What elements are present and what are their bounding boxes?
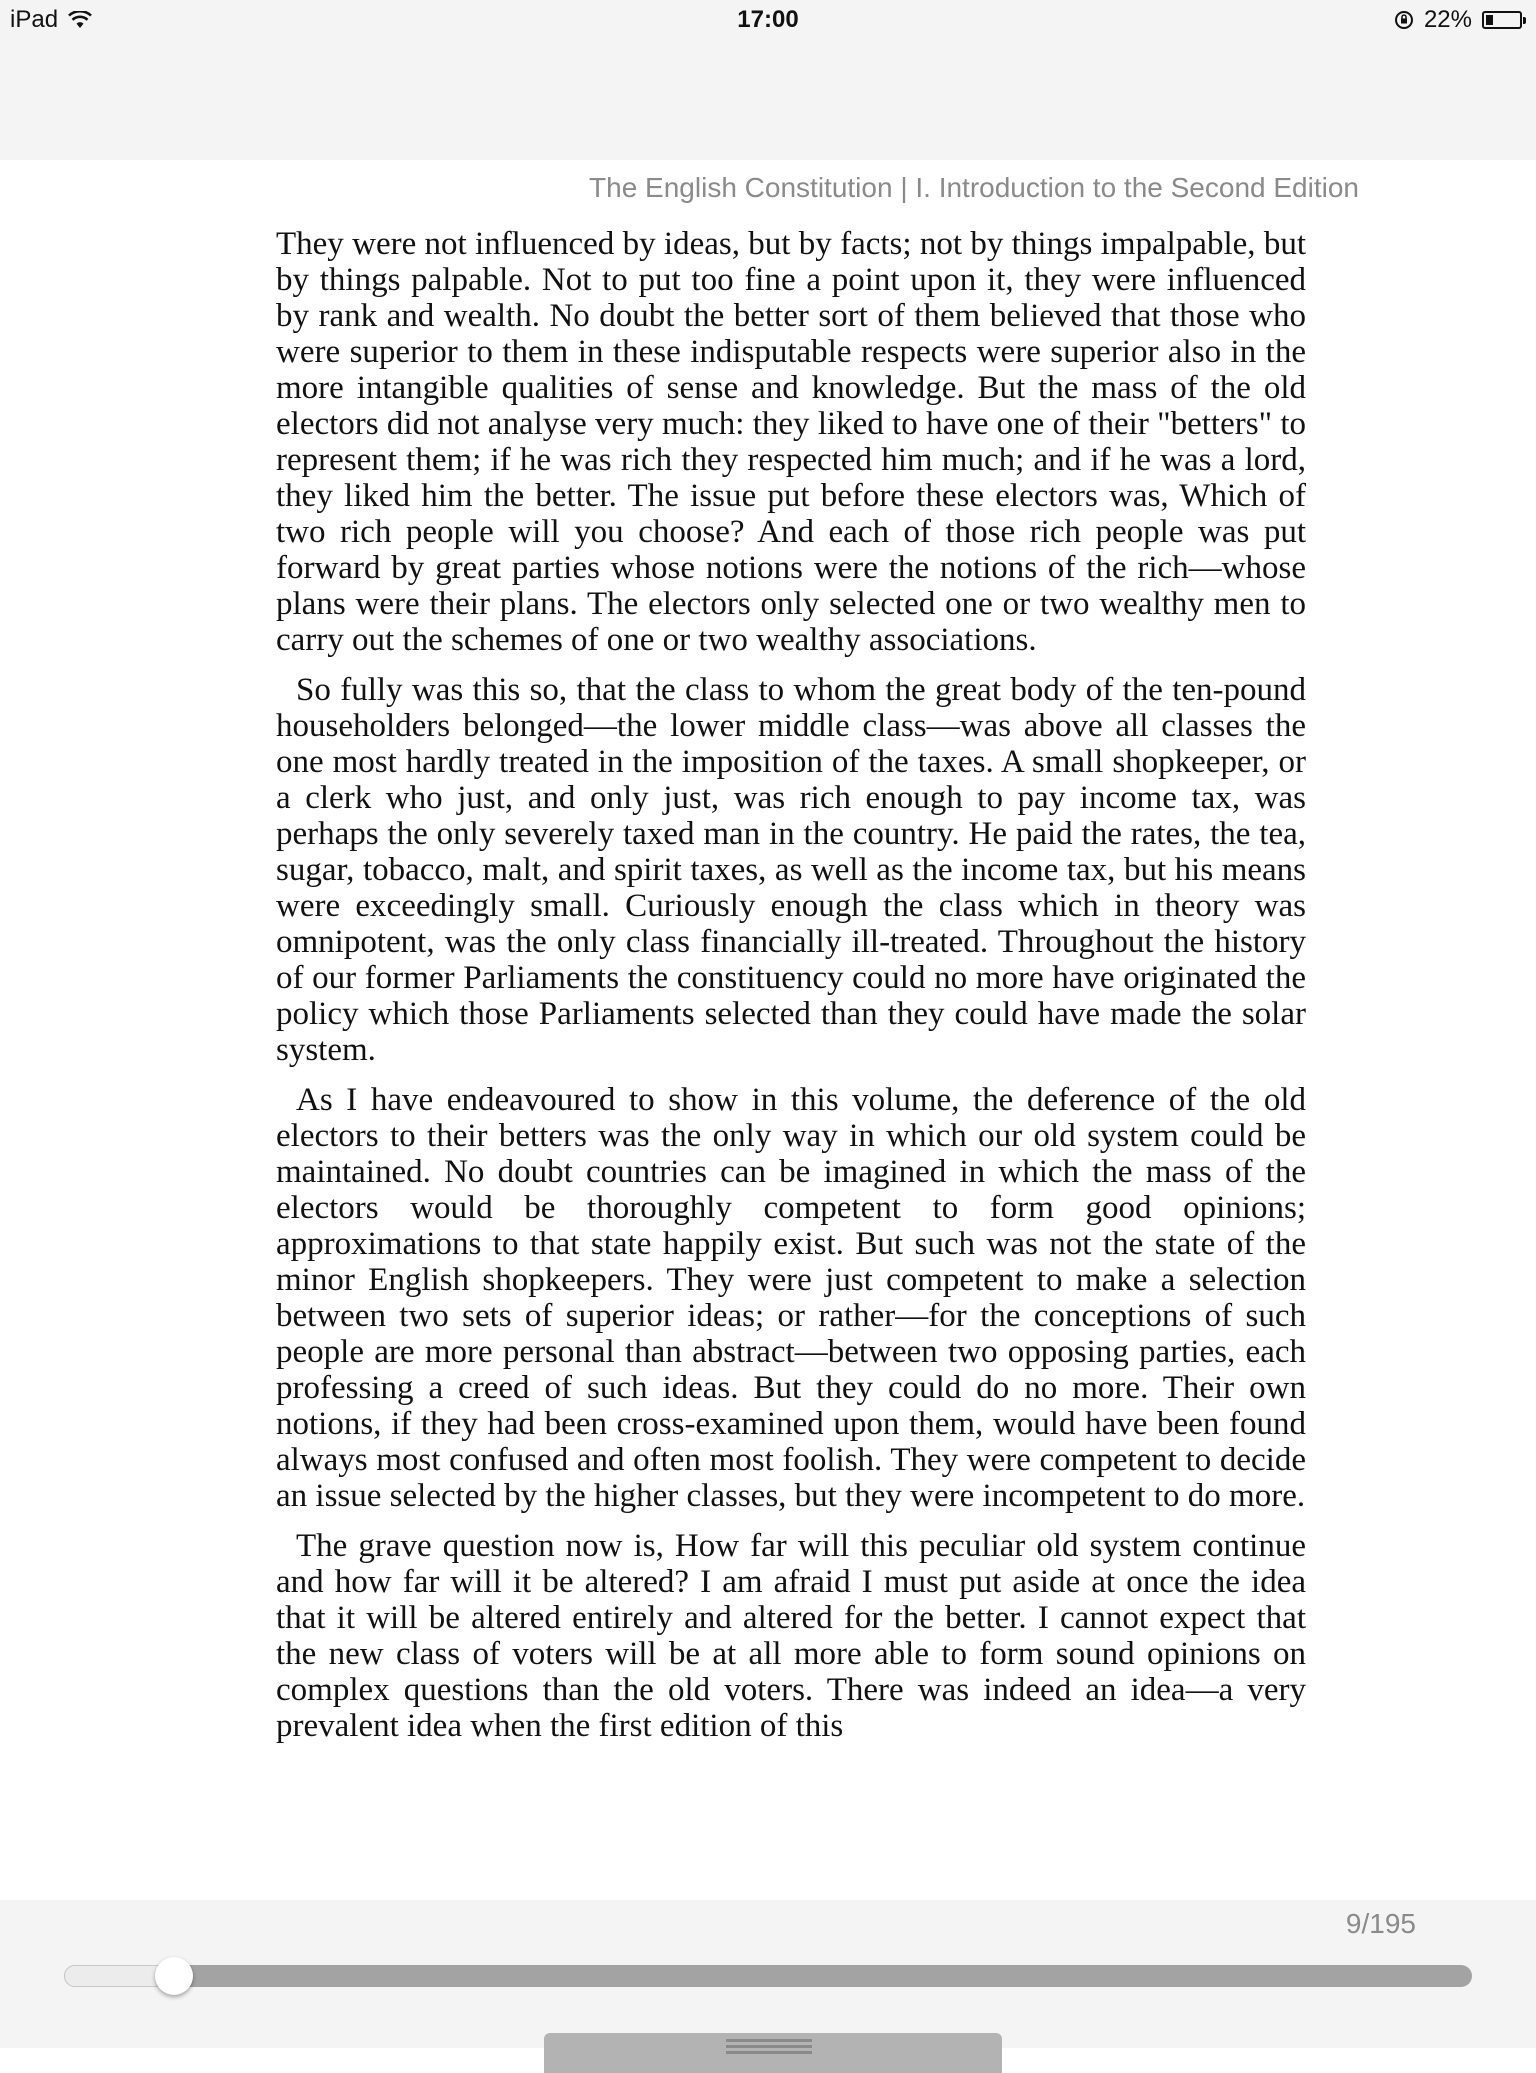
grip-icon: [726, 2039, 812, 2057]
battery-level: [1486, 15, 1493, 25]
top-toolbar: [0, 42, 1536, 160]
progress-slider-thumb[interactable]: [155, 1957, 193, 1995]
rotation-lock-icon: [1394, 10, 1414, 30]
device-name: iPad: [10, 6, 59, 33]
paragraph: The grave question now is, How far will this peculiar old system continue and how far will it be altered? I am afraid I must put aside at once the idea that it will be altered entirely and altered for the better. I cannot expect that the new class of voters will be at all more able to form sound opinions on complex questions than the old voters. There was indeed an idea—a very prevalent idea when the first edition of this: [276, 1528, 1306, 1744]
battery-percentage: 22%: [1423, 6, 1472, 33]
paragraph: They were not influenced by ideas, but by facts; not by things impalpable, but by things palpable. Not to put too fine a point upon it, they were influenced by rank and wealth. No doubt the better sort of them believed that those who were superior to them in these indisputable respects were superior also in the more intangible qualities of sense and knowledge. But the mass of the old electors did not analyse very much: they liked to have one of their "betters" to represent them; if he was rich they respected him much; and if he was a lord, they liked him the better. The issue put before these electors was, Which of two rich people will you choose? And each of those rich people was put forward by great parties whose notions were the notions of the rich—whose plans were their plans. The electors only selected one or two wealthy men to carry out the schemes of one or two wealthy associations.: [276, 226, 1306, 658]
status-bar: [0, 0, 1536, 42]
status-right: [1394, 6, 1522, 34]
paragraph: So fully was this so, that the class to whom the great body of the ten-pound householders belonged—the lower middle class—was above all classes the one most hardly treated in the imposition of the taxes. A small shopkeeper, or a clerk who just, and only just, was rich enough to pay income tax, was perhaps the only severely taxed man in the country. He paid the rates, the tea, sugar, tobacco, malt, and spirit taxes, as well as the income tax, but his means were exceedingly small. Curiously enough the class which in theory was omnipotent, was the only class financially ill-treated. Throughout the history of our former Parliaments the constituency could no more have originated the policy which those Parliaments selected than they could have made the solar system.: [276, 672, 1306, 1068]
status-time: 17:00: [737, 6, 799, 33]
battery-icon: [1482, 11, 1522, 29]
bottom-drawer-handle[interactable]: [544, 2033, 1002, 2073]
page-header: The English Constitution | I. Introduction to the Second Edition: [589, 172, 1359, 203]
book-page-text[interactable]: [276, 226, 1306, 1758]
page-indicator: 9/195: [1345, 1908, 1416, 1939]
page-progress-slider[interactable]: [64, 1965, 1472, 1987]
paragraph: As I have endeavoured to show in this volume, the deference of the old electors to their betters was the only way in which our old system could be maintained. No doubt countries can be imagined in which the mass of the electors would be thoroughly competent to form good opinions; approximations to that state happily exist. But such was not the state of the minor English shopkeepers. They were just competent to make a selection between two sets of superior ideas; or rather—for the conceptions of such people are more personal than abstract—between two opposing parties, each professing a creed of such ideas. But they could do no more. Their own notions, if they had been cross-examined upon them, would have been found always most confused and often most foolish. They were competent to decide an issue selected by the higher classes, but they were incompetent to do more.: [276, 1082, 1306, 1514]
